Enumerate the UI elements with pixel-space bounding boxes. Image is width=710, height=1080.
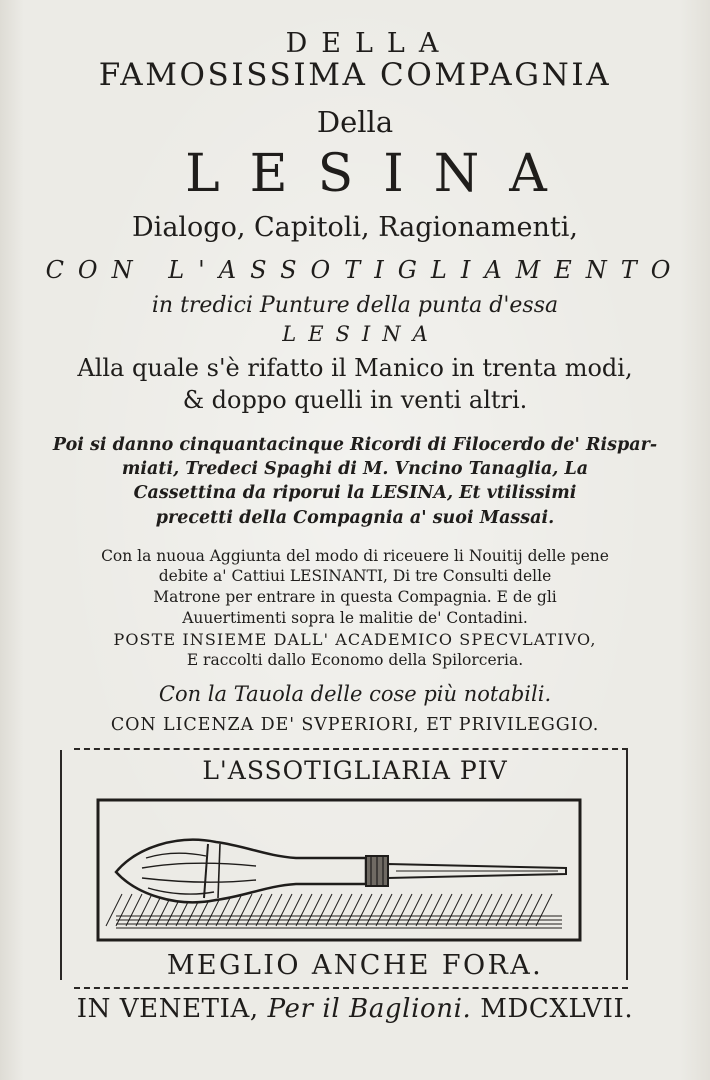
imprint-year: MDCXLVII. <box>480 994 634 1024</box>
licenza-line: CON LICENZA DE' SVPERIORI, ET PRIVILEGGIO. <box>110 715 600 735</box>
subtitle-venti-altri: & doppo quelli in venti altri. <box>182 386 528 414</box>
ricordi-line-4: precetti della Compagnia a' suoi Massai. <box>155 508 555 528</box>
aggiunta-line-2: debite a' Cattiui LESINANTI, Di tre Consulti delle <box>158 567 552 585</box>
spilorceria-line: E raccolti dallo Economo della Spilorceria. <box>186 651 524 669</box>
subtitle-dialogo: Dialogo, Capitoli, Ragionamenti, <box>132 212 578 243</box>
subtitle-manico: Alla quale s'è rifatto il Manico in trenta modi, <box>77 354 633 382</box>
heading-della: DELLA <box>285 28 453 59</box>
emblem-frame-left <box>60 750 62 980</box>
emblem-frame-right <box>626 750 628 980</box>
subtitle-assotigliamento: CON L'ASSOTIGLIAMENTO <box>45 256 685 284</box>
heading-famosissima-compagnia: FAMOSISSIMA COMPAGNIA <box>98 57 612 93</box>
emblem-motto-top: L'ASSOTIGLIARIA PIV <box>202 756 508 785</box>
aggiunta-line-1: Con la nuoua Aggiunta del modo di riceuere li Nouitij delle pene <box>101 547 609 565</box>
heading-lesina: LESINA <box>185 144 577 204</box>
aggiunta-line-4: Auuertimenti sopra le malitie de' Contadini. <box>182 609 528 627</box>
imprint-rule <box>74 987 628 989</box>
ricordi-line-2: miati, Tredeci Spaghi di M. Vncino Tanaglia, La <box>121 459 589 479</box>
emblem-top-rule <box>74 748 628 750</box>
subtitle-tredici-punture: in tredici Punture della punta d'essa <box>151 293 559 318</box>
emblem-motto-bottom: MEGLIO ANCHE FORA. <box>166 950 544 981</box>
imprint-line <box>0 996 710 1022</box>
awl-woodcut-image <box>96 798 582 942</box>
academico-line: POSTE INSIEME DALL' ACADEMICO SPECVLATIVO, <box>113 630 597 649</box>
ricordi-line-3: Cassettina da riporui la LESINA, Et vtilissimi <box>133 483 577 503</box>
ricordi-line-1: Poi si danno cinquantacinque Ricordi di Filocerdo de' Rispar- <box>52 435 658 455</box>
aggiunta-line-3: Matrone per entrare in questa Compagnia. E de gli <box>153 588 557 606</box>
heading-della-lower: Della <box>316 105 394 139</box>
imprint-printer: Per il Baglioni. <box>267 994 472 1024</box>
imprint-place: IN VENETIA, <box>76 994 259 1024</box>
subtitle-lesina-italic: LESINA <box>282 322 440 346</box>
tavola-line: Con la Tauola delle cose più notabili. <box>158 682 552 706</box>
